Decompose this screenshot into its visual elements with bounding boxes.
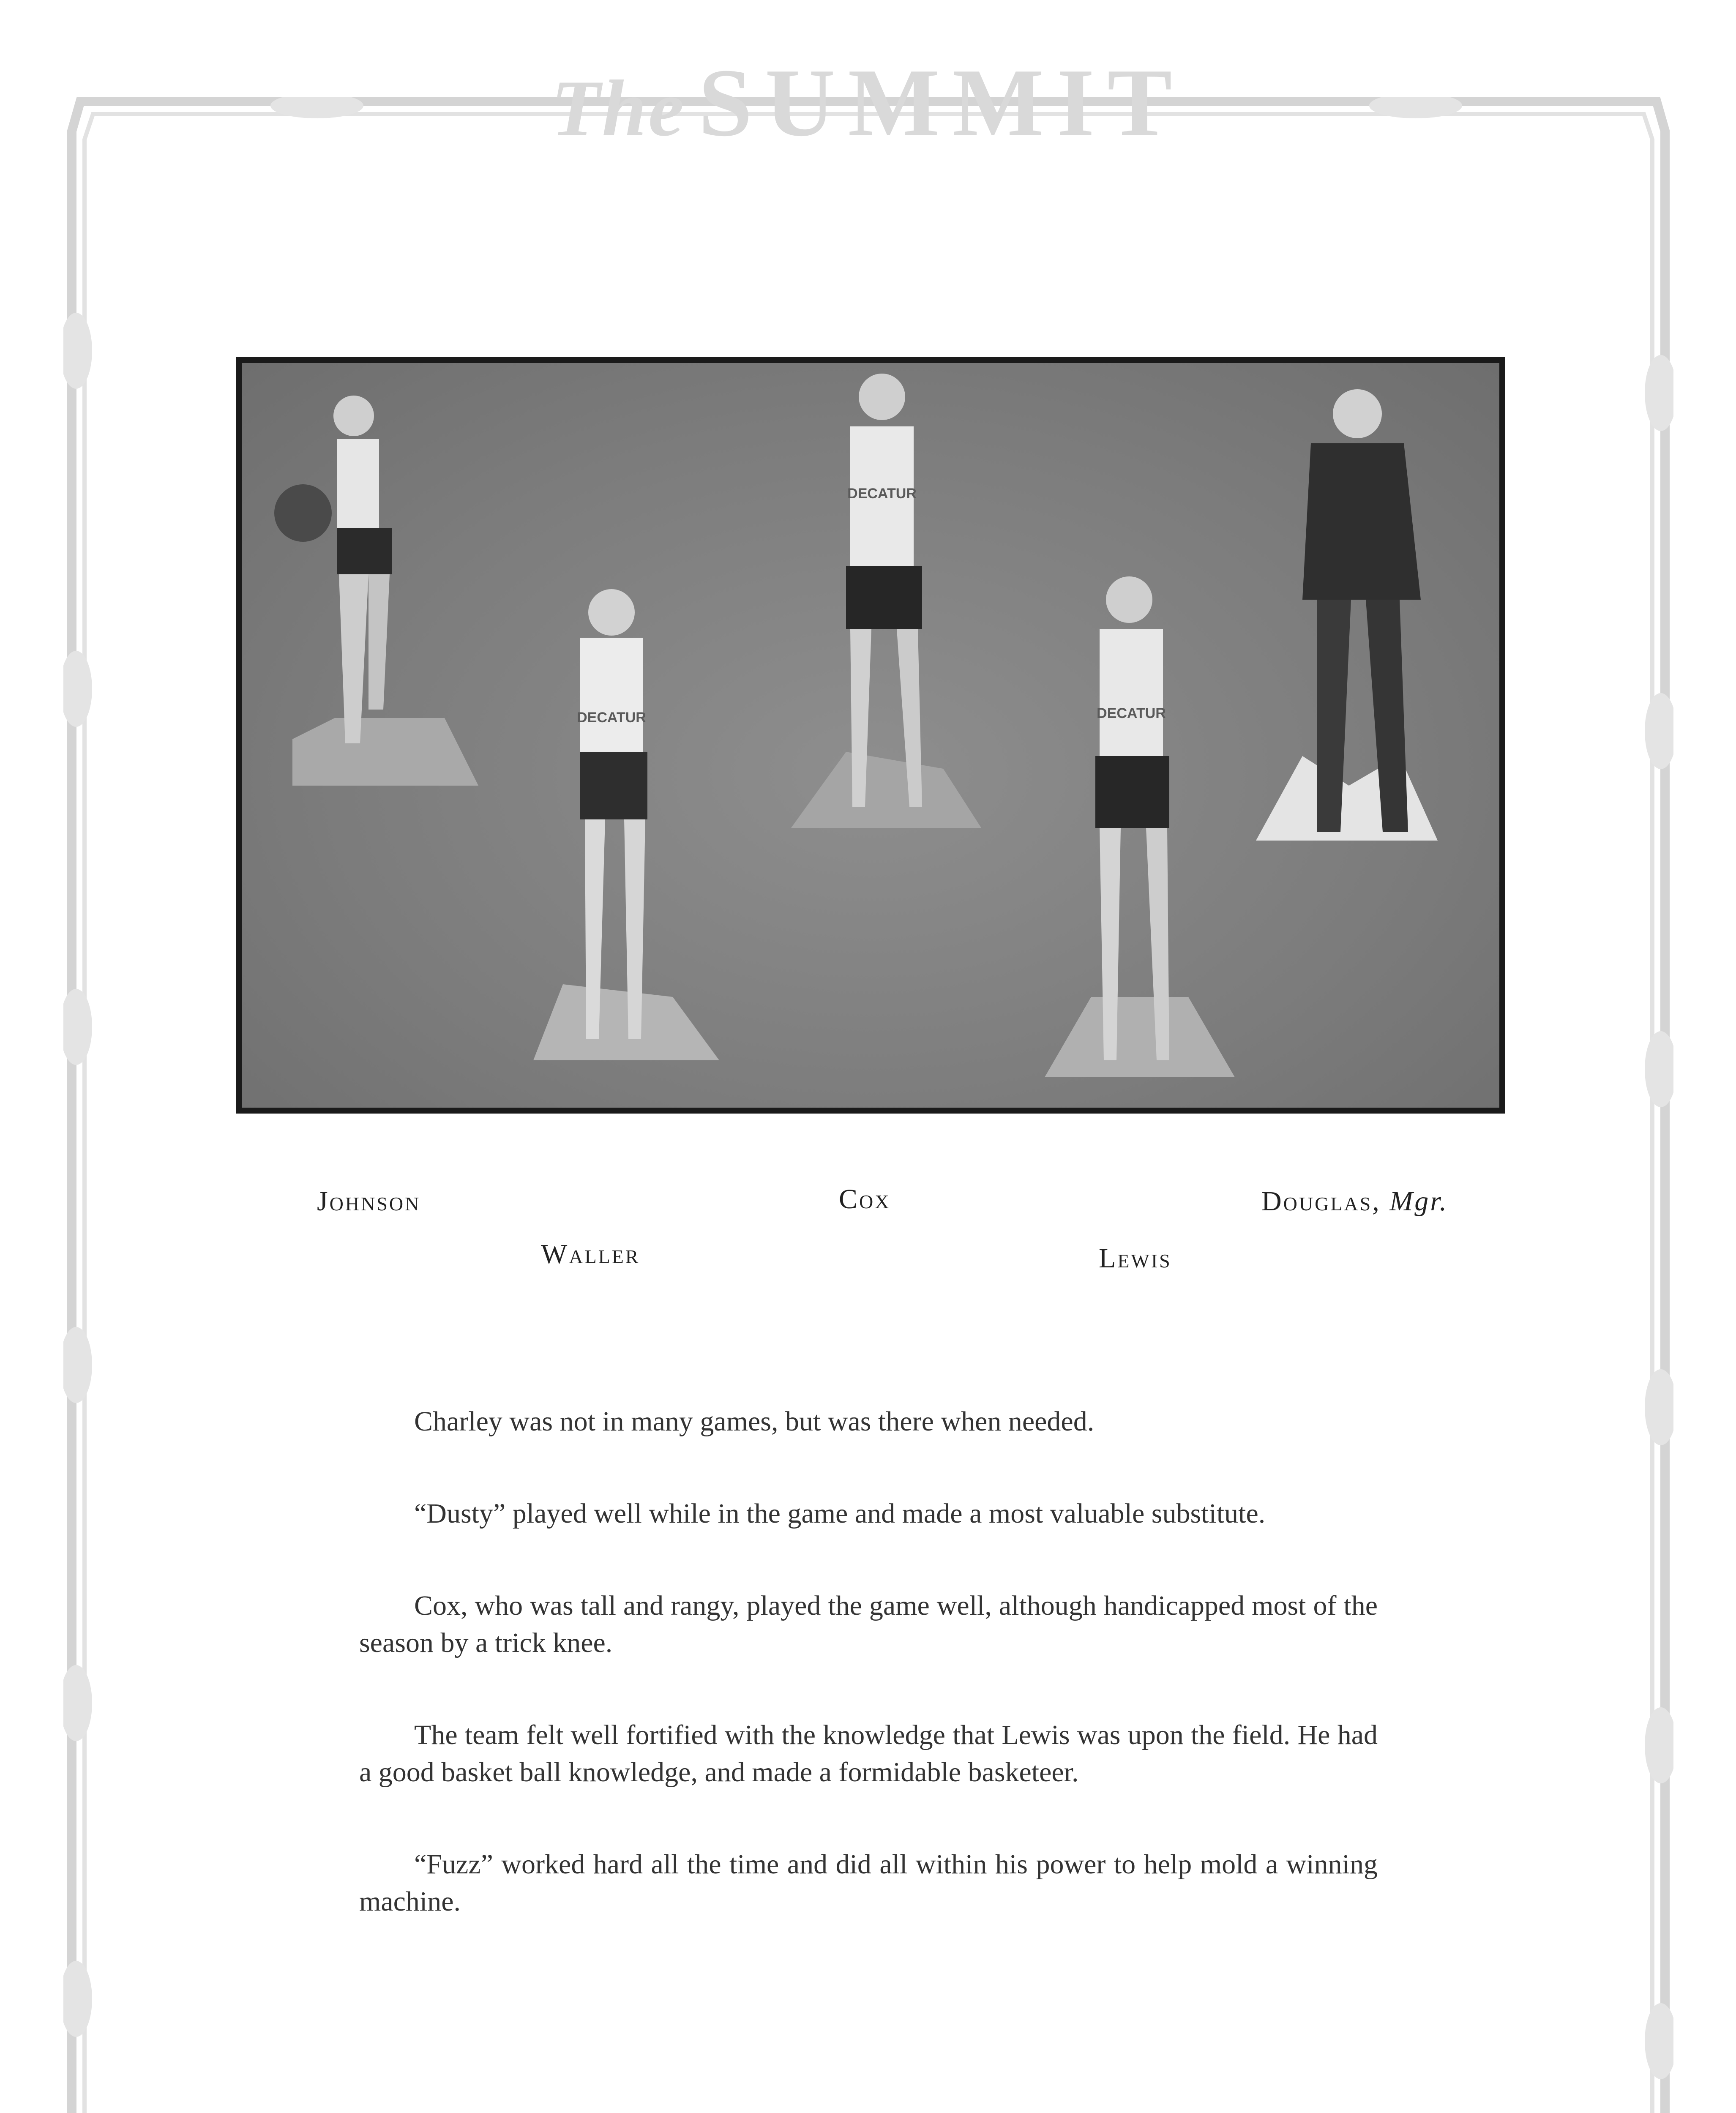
caption-douglas-role: Mgr. <box>1389 1186 1449 1217</box>
masthead-prefix: The <box>551 64 686 153</box>
masthead-title <box>0 46 1736 158</box>
player-cox <box>791 374 981 828</box>
caption-douglas <box>1261 1185 1448 1218</box>
team-photograph <box>236 357 1505 1114</box>
masthead-word: SUMMIT <box>698 49 1185 156</box>
paragraph-charley: Charley was not in many games, but was there when needed. <box>414 1406 1095 1437</box>
jersey-text-waller: DECATUR <box>577 710 646 726</box>
jersey-text-cox: DECATUR <box>847 486 917 502</box>
jersey-text-lewis: DECATUR <box>1097 705 1166 721</box>
paragraph-dusty: “Dusty” played well while in the game and made a most valuable substitute. <box>414 1498 1266 1529</box>
caption-waller: Waller <box>541 1239 640 1269</box>
photo-backdrop <box>242 363 1499 1108</box>
paragraph-cox: Cox, who was tall and rangy, played the game well, although handicapped most of the season by a trick knee. <box>359 1590 1378 1658</box>
caption-cox: Cox <box>839 1184 891 1215</box>
manager-douglas <box>1256 389 1438 841</box>
player-descriptions <box>359 1403 1378 1975</box>
paragraph-fuzz: “Fuzz” worked hard all the time and did all within his power to help mold a winning machine. <box>359 1849 1378 1917</box>
player-lewis <box>1045 576 1235 1077</box>
player-waller <box>533 589 719 1060</box>
paragraph-lewis: The team felt well fortified with the knowledge that Lewis was upon the field. He had a good basket ball knowledge, and made a formidable basketeer. <box>359 1720 1378 1788</box>
player-cutouts <box>242 363 1499 1108</box>
player-johnson <box>274 396 478 786</box>
caption-lewis: Lewis <box>1099 1243 1172 1274</box>
caption-douglas-name: Douglas, <box>1261 1186 1381 1217</box>
caption-johnson: Johnson <box>317 1186 421 1217</box>
